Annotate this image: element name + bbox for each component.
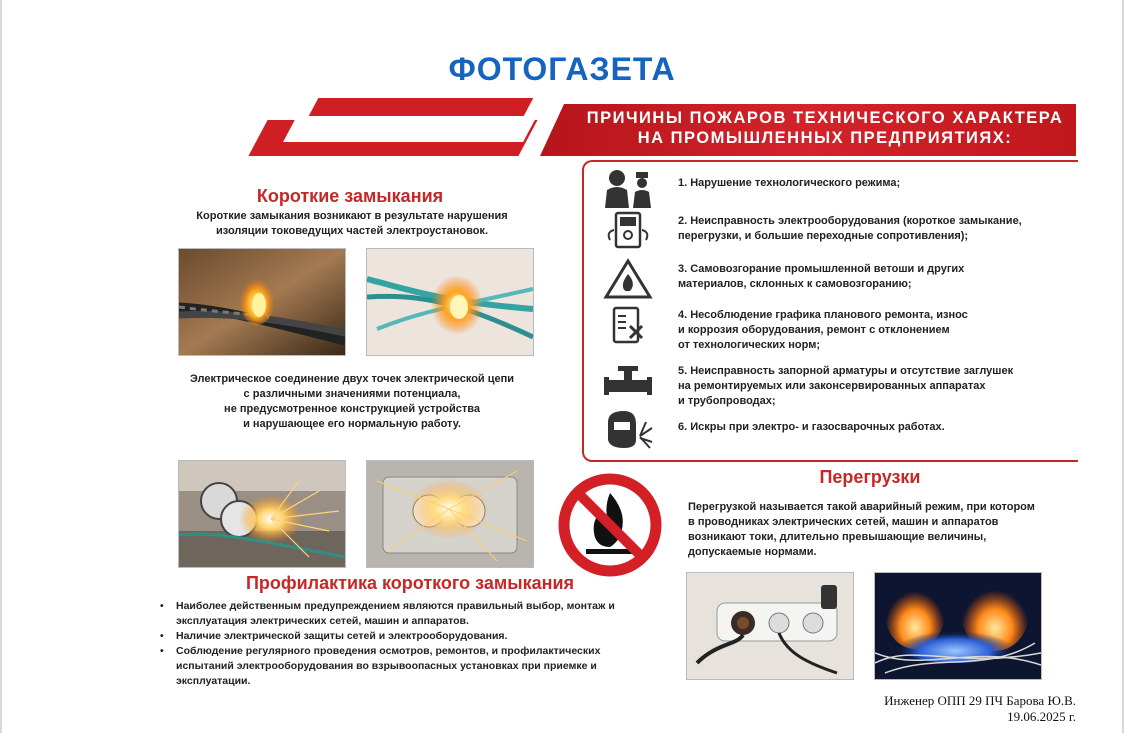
page-left-border — [0, 0, 2, 733]
banner-title-line2: НА ПРОМЫШЛЕННЫХ ПРЕДПРИЯТИЯХ: — [637, 129, 1013, 147]
cause-2-line1: 2. Неисправность электрооборудования (короткое замыкание, — [678, 215, 1022, 227]
workers-icon — [602, 168, 654, 210]
prevention-item: • Наиболее действенным предупреждением являются правильный выбор, монтаж и эксплуатация электрических сетей, машин и аппаратов. — [158, 599, 658, 629]
electrical-panel-icon — [602, 210, 654, 252]
cause-4-line1: 4. Несоблюдение графика планового ремонта, износ — [678, 309, 968, 321]
no-open-fire-sign-icon — [556, 471, 664, 579]
short-circuits-intro-line1: Короткие замыкания возникают в результате нарушения — [196, 210, 508, 222]
overloads-line4: допускаемые нормами. — [688, 546, 817, 558]
welding-mask-icon — [602, 408, 654, 450]
banner-title-line1: ПРИЧИНЫ ПОЖАРОВ ТЕХНИЧЕСКОГО ХАРАКТЕРА — [586, 109, 1064, 127]
cause-5-line1: 5. Неисправность запорной арматуры и отсутствие заглушек — [678, 365, 1014, 377]
cause-text — [678, 214, 1058, 244]
valve-icon — [602, 360, 654, 402]
definition-line1: Электрическое соединение двух точек электрической цепи — [189, 373, 515, 385]
cause-3-line1: 3. Самовозгорание промышленной ветоши и других — [678, 263, 965, 275]
cause-4-line3: от технологических норм; — [678, 339, 821, 351]
poster — [140, 98, 1084, 696]
short-circuits-heading: Короткие замыкания — [256, 186, 444, 206]
causes-list — [582, 160, 1078, 462]
prevention-item: • Наличие электрической защиты сетей и электрооборудования. — [158, 629, 658, 644]
prevention-item: • Соблюдение регулярного проведения осмотров, ремонтов, и профилактических испытаний электрооборудования во взрывоопасных установках при приемке и эксплуатации. — [158, 644, 658, 689]
cause-1-line1: 1. Нарушение технологического режима; — [678, 177, 901, 189]
definition-line4: и нарушающее его нормальную работу. — [243, 418, 461, 430]
cause-text — [678, 308, 1058, 353]
sparking-socket-photo — [178, 460, 346, 568]
banner-stripe-white — [283, 116, 537, 142]
overloads-line1: Перегрузкой называется такой аварийный режим, при котором — [688, 501, 1035, 513]
cause-5-line2: на ремонтируемых или законсервированных аппаратах — [678, 380, 986, 392]
overloads-heading: Перегрузки — [819, 467, 921, 487]
cause-text — [678, 364, 1058, 409]
overloads-line2: в проводниках электрических сетей, машин и аппаратов — [688, 516, 999, 528]
burning-wire-photo — [178, 248, 346, 356]
short-circuit-definition — [154, 372, 550, 432]
banner-stripe-red-upper — [308, 98, 534, 118]
cause-5-line3: и трубопроводах; — [678, 395, 776, 407]
footer-signature — [884, 693, 1076, 725]
sparking-outlet-photo — [366, 460, 534, 568]
footer-author: Инженер ОПП 29 ПЧ Барова Ю.В. — [884, 693, 1076, 708]
cause-text — [678, 262, 1058, 292]
cause-text — [678, 420, 1058, 435]
definition-line2: с различными значениями потенциала, — [243, 388, 461, 400]
short-circuits-intro — [154, 209, 550, 239]
cause-3-line2: материалов, склонных к самовозгоранию; — [678, 278, 912, 290]
overloaded-power-strip-photo — [686, 572, 854, 680]
cause-text — [678, 176, 1058, 191]
cause-4-line2: и коррозия оборудования, ремонт с отклонением — [678, 324, 950, 336]
prevention-list — [158, 599, 658, 689]
footer-date: 19.06.2025 г. — [1007, 709, 1076, 724]
burning-cables-photo — [874, 572, 1042, 680]
overloads-line3: возникают токи, длительно превышающие величины, — [688, 531, 987, 543]
short-circuits-intro-line2: изоляции токоведущих частей электроустановок. — [216, 225, 488, 237]
definition-line3: не предусмотренное конструкцией устройства — [224, 403, 480, 415]
flammable-warning-icon — [602, 258, 654, 300]
page-title: ФОТОГАЗЕТА — [448, 51, 676, 87]
cause-6-line1: 6. Искры при электро- и газосварочных работах. — [678, 421, 945, 433]
prevention-heading: Профилактика короткого замыкания — [245, 573, 575, 593]
cause-2-line2: перегрузки, и большие переходные сопротивления); — [678, 230, 969, 242]
banner-title — [580, 108, 1070, 148]
repair-schedule-icon — [602, 304, 654, 346]
overloads-description — [688, 500, 1064, 560]
sparking-cable-photo — [366, 248, 534, 356]
